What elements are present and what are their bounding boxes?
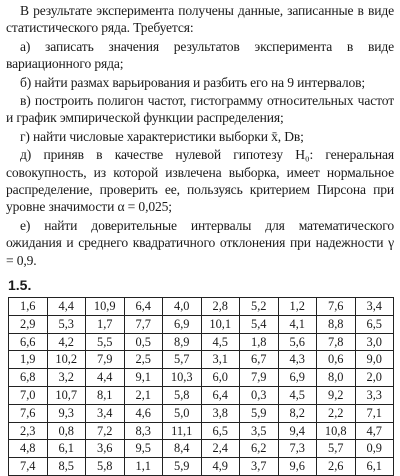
- table-cell: 4,4: [47, 298, 86, 316]
- table-cell: 4,8: [9, 440, 48, 458]
- table-cell: 7,9: [86, 351, 125, 369]
- table-cell: 10,9: [86, 298, 125, 316]
- table-cell: 4,2: [47, 333, 86, 351]
- table-cell: 6,9: [163, 315, 202, 333]
- task-item-g: г) найти числовые характеристики выборки x̄, Dв;: [20, 128, 304, 144]
- table-row: [9, 387, 394, 405]
- table-cell: 7,0: [9, 387, 48, 405]
- table-cell: 6,9: [278, 369, 317, 387]
- table-cell: 4,6: [124, 404, 163, 422]
- table-cell: 2,1: [124, 387, 163, 405]
- table-cell: 8,4: [163, 440, 202, 458]
- table-cell: 0,6: [317, 351, 356, 369]
- table-cell: 9,1: [124, 369, 163, 387]
- table-cell: 5,7: [163, 351, 202, 369]
- table-cell: 10,3: [163, 369, 202, 387]
- table-cell: 3,7: [240, 458, 279, 476]
- table-cell: 6,0: [201, 369, 240, 387]
- task-item-b: б) найти размах варьирования и разбить его на 9 интервалов;: [20, 74, 366, 90]
- table-cell: 3,6: [86, 440, 125, 458]
- table-cell: 7,3: [278, 440, 317, 458]
- table-cell: 8,9: [163, 333, 202, 351]
- table-cell: 5,6: [278, 333, 317, 351]
- table-cell: 0,5: [124, 333, 163, 351]
- table-cell: 4,7: [355, 422, 394, 440]
- table-cell: 6,4: [124, 298, 163, 316]
- task-item-d: д) приняв в качестве нулевой гипотезу H₀: генеральная совокупность, из которой извлечена выборка, имеет нормальное распределение, проверить ее, пользуясь критерием Пирсона при уровне значимости α = 0,025;: [6, 147, 394, 215]
- problem-number: 1.5.: [8, 277, 32, 294]
- table-row: [9, 351, 394, 369]
- table-cell: 5,9: [240, 404, 279, 422]
- table-cell: 3,1: [201, 351, 240, 369]
- table-cell: 7,7: [124, 315, 163, 333]
- table-row: [9, 298, 394, 316]
- table-cell: 1,8: [240, 333, 279, 351]
- table-cell: 1,6: [9, 298, 48, 316]
- table-cell: 7,6: [9, 404, 48, 422]
- table-cell: 6,1: [355, 458, 394, 476]
- table-cell: 2,5: [124, 351, 163, 369]
- table-row: [9, 315, 394, 333]
- table-cell: 8,2: [278, 404, 317, 422]
- table-cell: 5,9: [163, 458, 202, 476]
- table-cell: 6,2: [240, 440, 279, 458]
- table-cell: 7,6: [317, 298, 356, 316]
- table-cell: 1,9: [9, 351, 48, 369]
- table-cell: 7,8: [317, 333, 356, 351]
- table-row: [9, 404, 394, 422]
- table-cell: 8,0: [317, 369, 356, 387]
- table-cell: 3,5: [240, 422, 279, 440]
- table-cell: 4,5: [278, 387, 317, 405]
- table-cell: 1,1: [124, 458, 163, 476]
- table-cell: 8,1: [86, 387, 125, 405]
- table-cell: 8,8: [317, 315, 356, 333]
- table-cell: 10,1: [201, 315, 240, 333]
- table-row: [9, 440, 394, 458]
- table-cell: 6,5: [355, 315, 394, 333]
- table-cell: 4,3: [278, 351, 317, 369]
- table-cell: 10,8: [317, 422, 356, 440]
- table-cell: 2,4: [201, 440, 240, 458]
- task-item-e: е) найти доверительные интервалы для математического ожидания и среднего квадратичного отклонения при надежности γ = 0,9.: [6, 217, 394, 268]
- table-cell: 6,5: [201, 422, 240, 440]
- table-cell: 3,2: [47, 369, 86, 387]
- table-cell: 5,8: [163, 387, 202, 405]
- table-cell: 3,4: [355, 298, 394, 316]
- table-cell: 6,8: [9, 369, 48, 387]
- table-cell: 9,2: [317, 387, 356, 405]
- table-cell: 9,5: [124, 440, 163, 458]
- table-cell: 10,7: [47, 387, 86, 405]
- table-cell: 5,3: [47, 315, 86, 333]
- table-cell: 4,1: [278, 315, 317, 333]
- table-cell: 5,7: [317, 440, 356, 458]
- table-cell: 0,8: [47, 422, 86, 440]
- table-row: [9, 333, 394, 351]
- table-cell: 11,1: [163, 422, 202, 440]
- table-cell: 1,2: [278, 298, 317, 316]
- table-cell: 3,8: [201, 404, 240, 422]
- table-cell: 3,3: [355, 387, 394, 405]
- table-cell: 4,5: [201, 333, 240, 351]
- task-item-a: а) записать значения результатов эксперимента в виде вариационного ряда;: [6, 38, 394, 72]
- table-cell: 9,0: [355, 351, 394, 369]
- table-cell: 7,4: [9, 458, 48, 476]
- table-cell: 0,3: [240, 387, 279, 405]
- table-cell: 9,3: [47, 404, 86, 422]
- table-cell: 6,4: [201, 387, 240, 405]
- table-cell: 9,4: [278, 422, 317, 440]
- data-table: [8, 297, 394, 476]
- table-cell: 6,7: [240, 351, 279, 369]
- table-cell: 3,0: [355, 333, 394, 351]
- table-cell: 6,6: [9, 333, 48, 351]
- table-cell: 0,9: [355, 440, 394, 458]
- table-cell: 4,9: [201, 458, 240, 476]
- table-cell: 2,0: [355, 369, 394, 387]
- table-cell: 7,1: [355, 404, 394, 422]
- table-cell: 7,2: [86, 422, 125, 440]
- table-row: [9, 422, 394, 440]
- table-cell: 2,3: [9, 422, 48, 440]
- table-cell: 5,8: [86, 458, 125, 476]
- table-cell: 9,6: [278, 458, 317, 476]
- table-cell: 2,2: [317, 404, 356, 422]
- table-row: [9, 369, 394, 387]
- task-item-v: в) построить полигон частот, гистограмму относительных частот и график эмпирической функции распределения;: [6, 93, 394, 126]
- table-cell: 7,9: [240, 369, 279, 387]
- table-cell: 4,4: [86, 369, 125, 387]
- table-cell: 8,3: [124, 422, 163, 440]
- table-cell: 5,5: [86, 333, 125, 351]
- table-cell: 1,7: [86, 315, 125, 333]
- task-statement: [6, 2, 394, 269]
- table-cell: 5,4: [240, 315, 279, 333]
- table-cell: 4,0: [163, 298, 202, 316]
- table-cell: 6,1: [47, 440, 86, 458]
- table-cell: 2,6: [317, 458, 356, 476]
- table-cell: 8,5: [47, 458, 86, 476]
- table-cell: 3,4: [86, 404, 125, 422]
- task-intro: В результате эксперимента получены данные, записанные в виде статистического ряда. Требуется:: [6, 3, 394, 36]
- table-cell: 5,0: [163, 404, 202, 422]
- table-cell: 5,2: [240, 298, 279, 316]
- table-cell: 10,2: [47, 351, 86, 369]
- table-cell: 2,9: [9, 315, 48, 333]
- table-cell: 2,8: [201, 298, 240, 316]
